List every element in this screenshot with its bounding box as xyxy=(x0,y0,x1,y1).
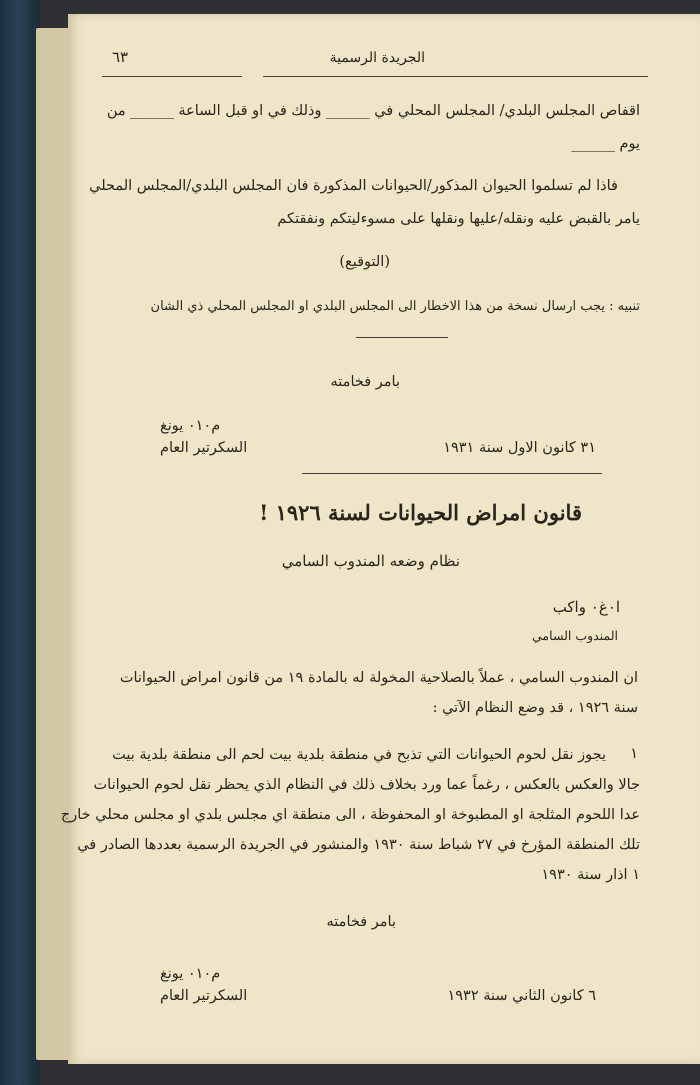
form-line-2: يوم ______ xyxy=(571,136,640,152)
article-line-1: يجوز نقل لحوم الحيوانات التي تذبح في منطقة بلدية بيت لحم الى منطقة بلدية بيت xyxy=(112,747,606,763)
article-line-2: جالا والعكس بالعكس ، رغماً عما ورد بخلاف ذلك في النظام الذي يحظر نقل لحوم الحيوانات xyxy=(93,777,640,793)
section-rule xyxy=(302,473,602,474)
article-line-3: عدا اللحوم المثلجة او المطبوخة او المحفوظة ، الى منطقة اي مجلس بلدي او مجلس محلي خارج xyxy=(60,807,640,823)
header-rule-left xyxy=(102,76,242,77)
signature-label: (التوقيع) xyxy=(339,254,390,270)
article-line-5: ١ اذار سنة ١٩٣٠ xyxy=(541,867,640,883)
journal-title: الجريدة الرسمية xyxy=(329,50,425,66)
book-binding xyxy=(0,0,40,1085)
signatory-2: م٠١٠ يونغ xyxy=(160,966,221,982)
form-line-1: اقفاص المجلس البلدي/ المجلس المحلي في ______ وذلك في او قبل الساعة ______ من xyxy=(106,103,640,119)
commissioner-title: المندوب السامي xyxy=(532,628,618,643)
law-subtitle: نظام وضعه المندوب السامي xyxy=(281,552,460,570)
preamble-line-1: ان المندوب السامي ، عملاً بالصلاحية المخولة له بالمادة ١٩ من قانون امراض الحيوانات xyxy=(119,670,638,686)
header-rule-right xyxy=(263,76,648,77)
page-edges xyxy=(36,28,70,1060)
law-title: قانون امراض الحيوانات لسنة ١٩٢٦ ! xyxy=(259,500,582,525)
notice-rule xyxy=(356,337,448,338)
page-number: ٦٣ xyxy=(112,48,129,66)
document-page xyxy=(60,14,700,1064)
date-2: ٦ كانون الثاني سنة ١٩٣٢ xyxy=(447,988,596,1004)
signatory-1: م٠١٠ يونغ xyxy=(160,418,221,434)
form-line-3: فاذا لم تسلموا الحيوان المذكور/الحيوانات المذكورة فان المجلس البلدي/المجلس المحلي xyxy=(89,178,618,194)
preamble-line-2: سنة ١٩٢٦ ، قد وضع النظام الآتي : xyxy=(432,700,638,716)
signatory-title-2: السكرتير العام xyxy=(160,988,248,1004)
commissioner-name: ا٠غ٠ واكب xyxy=(552,598,620,616)
signatory-title-1: السكرتير العام xyxy=(160,440,248,456)
article-line-4: تلك المنطقة المؤرخ في ٢٧ شباط سنة ١٩٣٠ والمنشور في الجريدة الرسمية بعددها الصادر في xyxy=(77,837,640,853)
by-order-1: بامر فخامته xyxy=(330,374,400,390)
date-1: ٣١ كانون الاول سنة ١٩٣١ xyxy=(443,440,596,456)
article-number: ١ xyxy=(630,746,638,762)
notice-text: تنبيه : يجب ارسال نسخة من هذا الاخطار الى المجلس البلدي او المجلس المحلي ذي الشان xyxy=(150,299,640,314)
by-order-2: بامر فخامته xyxy=(326,914,396,930)
form-line-4: يامر بالقبض عليه ونقله/عليها ونقلها على مسوءليتكم ونفقتكم xyxy=(277,211,640,227)
